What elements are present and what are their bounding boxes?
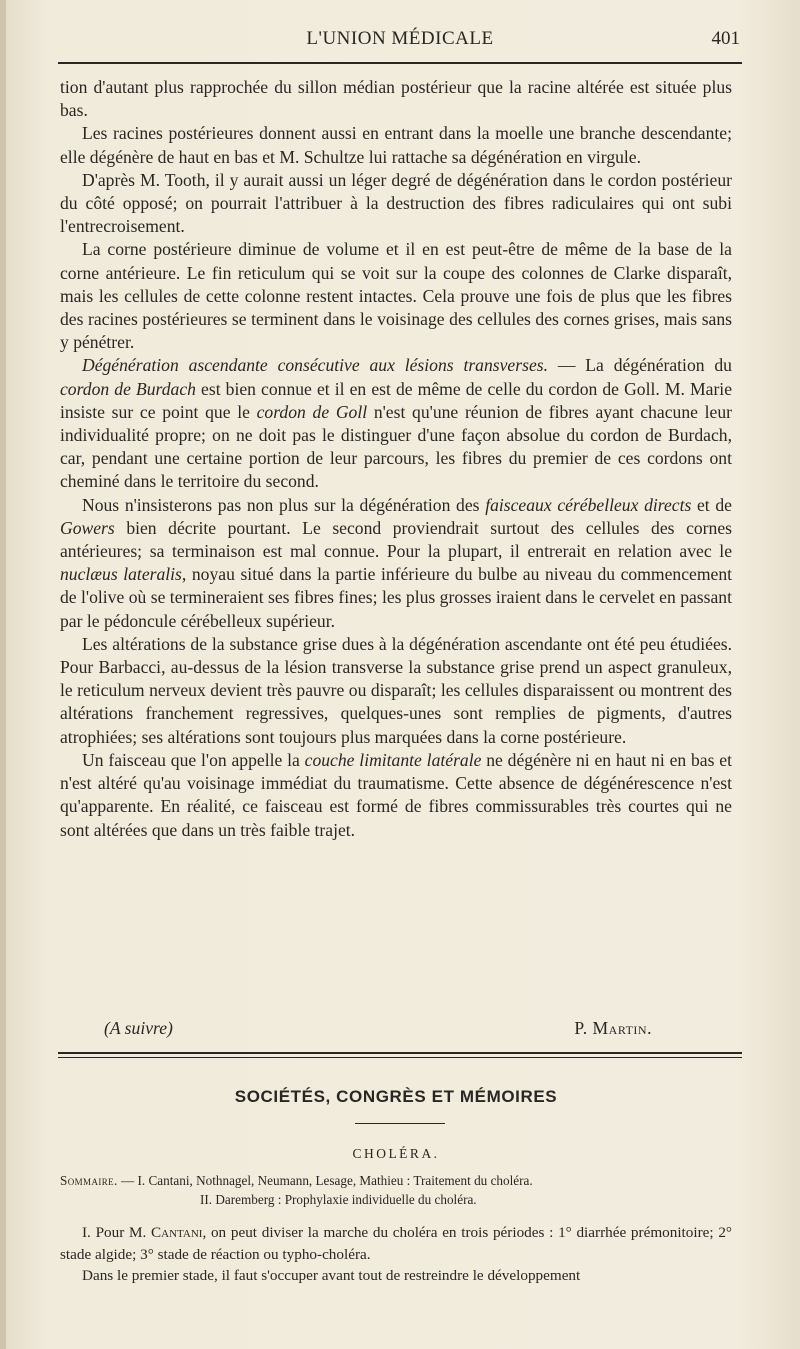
sommaire xyxy=(60,1172,732,1209)
italic-text: cordon de Burdach xyxy=(60,378,196,399)
paragraph-text: Cantani xyxy=(151,1224,203,1241)
to-follow-note: (A suivre) xyxy=(104,1018,173,1038)
paragraph xyxy=(60,169,732,239)
italic-text: nuclæus lateralis xyxy=(60,564,182,585)
paragraph xyxy=(60,238,732,354)
section-divider-top xyxy=(58,1052,742,1054)
paragraph xyxy=(60,494,732,633)
paragraph xyxy=(60,633,732,749)
paragraph-text: bien décrite pourtant. Le second proviendrait surtout des cellules des cornes antérieures; sa terminaison est mal connue. Pour la plupart, il entrerait en relation avec le xyxy=(60,517,732,562)
paragraph-text: Un faisceau que l'on appelle la xyxy=(82,749,305,770)
paragraph xyxy=(60,354,732,493)
paragraph-text: Nous n'insisterons pas non plus sur la dégénération des xyxy=(82,494,486,515)
paragraph-text: , on peut diviser la marche du choléra en trois périodes : 1° diarrhée prémonitoire; 2° stade algide; 3° stade de réaction ou typho-choléra. xyxy=(60,1224,732,1263)
section-title: SOCIÉTÉS, CONGRÈS ET MÉMOIRES xyxy=(234,1087,558,1106)
paragraph-text: Dans le premier stade, il faut s'occuper avant tout de restreindre le développement xyxy=(82,1267,581,1284)
paragraph-text: La corne postérieure diminue de volume et il en est peut-être de même de la base de la corne antérieure. Le fin reticulum qui se voit sur la coupe des colonnes de Clarke disparaît, mais les cellules de cette colonne restent intactes. Cela prouve une fois de plus que les fibres des racines postérieures se terminent dans le voisinage des cellules des cornes grises, mais sans y pénétrer. xyxy=(60,239,732,353)
paragraph-text: D'après M. Tooth, il y aurait aussi un léger degré de dégénération dans le cordon postérieur du côté opposé; on pourrait l'attribuer à la destruction des fibres radiculaires qui ont subi l'entrecroisement. xyxy=(60,169,732,237)
running-header xyxy=(60,28,740,54)
paragraph-text: , noyau situé dans la partie inférieure du bulbe au niveau du commencement de l'olive où se termineraient ses fibres fines; les plus grosses iraient dans le cervelet en passant par le pédoncule cérébelleux supérieur. xyxy=(60,564,733,631)
paragraph xyxy=(60,76,732,122)
paragraph-text: Les altérations de la substance grise dues à la dégénération ascendante ont été peu étudiées. Pour Barbacci, au-dessus de la lésion transverse la substance grise prend un aspect granuleux, le reticulum nerveux devient très pauvre ou disparaît; les cellules disparaissent ou montrent des altérations franchement regressives, quelques-unes sont remplies de pigments, d'autres atrophiées; ses altérations sont toujours plus marquées dans la corne postérieure. xyxy=(60,633,732,747)
header-rule xyxy=(58,62,742,64)
italic-text: Gowers xyxy=(60,517,115,538)
italic-text: faisceaux cérébelleux directs xyxy=(485,494,692,515)
section-subtitle: CHOLÉRA. xyxy=(352,1146,440,1161)
section-short-rule xyxy=(355,1123,445,1124)
italic-text: cordon de Goll xyxy=(256,401,368,422)
author-name: P. Martin. xyxy=(574,1018,652,1038)
article-signature xyxy=(60,1018,732,1042)
paragraph-text: et de xyxy=(691,494,732,515)
paragraph xyxy=(60,1265,732,1287)
paragraph xyxy=(60,1222,732,1265)
paragraph-text: ne dégénère ni en haut ni en bas et n'est altéré qu'au voisinage immédiat du traumatisme. Cette absence de dégénérescence n'est qu'apparente. En réalité, ce faisceau est formé de fibres commissurables très courtes qui ne sont altérées que dans un très faible trajet. xyxy=(60,749,732,840)
section-divider-bottom xyxy=(58,1057,742,1058)
journal-title: L'UNION MÉDICALE xyxy=(306,28,494,49)
page-edge xyxy=(0,0,6,1349)
sommaire-label: Sommaire. xyxy=(60,1173,118,1188)
section-body xyxy=(60,1222,732,1287)
italic-text: couche limitante latérale xyxy=(304,749,482,770)
sommaire-text-1: — I. Cantani, Nothnagel, Neumann, Lesage, Mathieu : Traitement du choléra. xyxy=(117,1173,533,1188)
paragraph-text: I. Pour M. xyxy=(82,1224,152,1241)
paragraph-text: est bien connue et il en est de même de celle du cordon de Goll. M. Marie insiste sur ce point que le xyxy=(60,378,733,422)
page-number: 401 xyxy=(711,28,740,49)
sommaire-line-2: II. Daremberg : Prophylaxie individuelle du choléra. xyxy=(200,1191,477,1207)
paragraph-text: tion d'autant plus rapprochée du sillon médian postérieur que la racine altérée est située plus bas. xyxy=(60,77,732,121)
paragraph-text: Les racines postérieures donnent aussi en entrant dans la moelle une branche descendante; elle dégénère de haut en bas et M. Schultze lui rattache sa dégénération en virgule. xyxy=(60,123,732,167)
article-body xyxy=(60,76,732,842)
paragraph-text: — La dégénération du xyxy=(548,355,732,376)
paragraph xyxy=(60,749,732,842)
paragraph xyxy=(60,122,732,168)
sommaire-line-1 xyxy=(60,1172,732,1191)
italic-text: Dégénération ascendante consécutive aux lésions transverses. xyxy=(82,355,548,376)
paragraph-text: n'est qu'une réunion de fibres ayant chacune leur individualité propre; on ne doit pas le distinguer d'une façon absolue du cordon de Burdach, car, pendant une certaine portion de leur parcours, les fibres du premier de ces cordons ont cheminé dans le territoire du second. xyxy=(60,401,732,492)
